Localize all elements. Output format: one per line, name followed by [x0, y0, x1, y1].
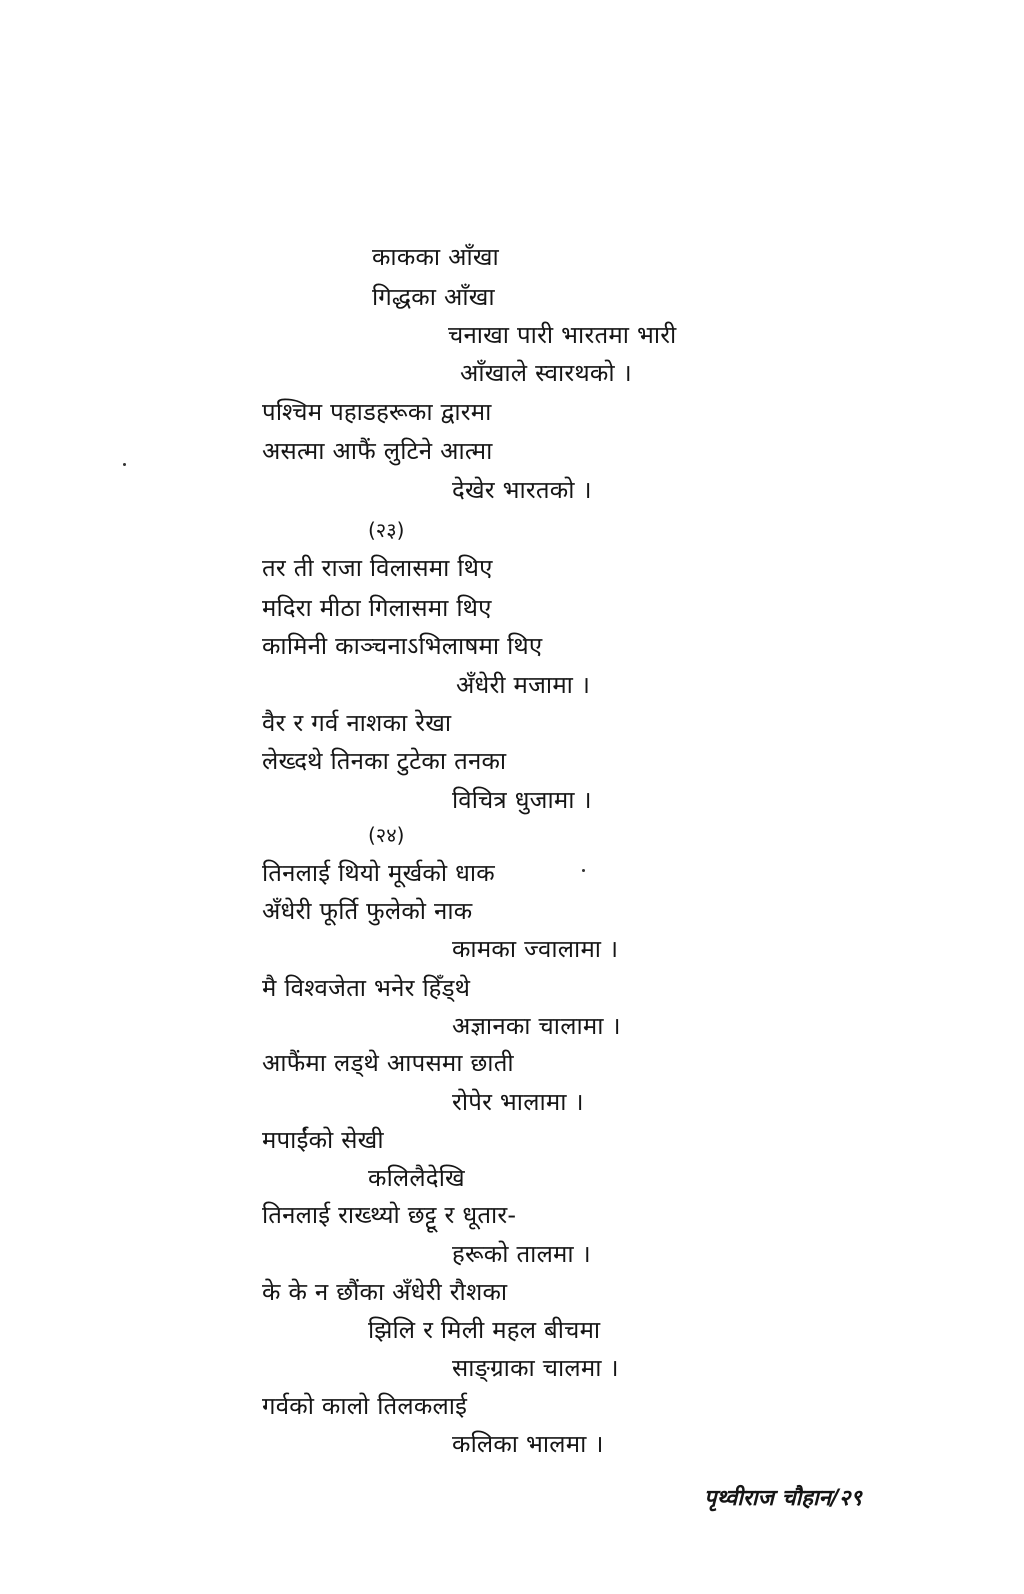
poem-line: मदिरा मीठा गिलासमा थिए — [262, 594, 492, 622]
running-footer: पृथ्वीराज चौहान/२९ — [704, 1486, 862, 1511]
poem-line: चनाखा पारी भारतमा भारी — [448, 321, 677, 349]
poem-line: के के न छौंका अँधेरी रौशका — [262, 1278, 508, 1306]
poem-line: रोपेर भालामा । — [452, 1088, 584, 1116]
poem-line: अँधेरी फूर्ति फुलेको नाक — [262, 897, 473, 925]
poem-line: देखेर भारतको । — [452, 476, 592, 504]
poem-line: कामका ज्वालामा । — [452, 935, 619, 963]
stanza-number: (२३) — [368, 518, 405, 542]
poem-line: काकका आँखा — [372, 243, 499, 271]
poem-line: तर ती राजा विलासमा थिए — [262, 554, 493, 582]
poem-line: अँधेरी मजामा । — [456, 671, 591, 699]
poem-line: साङ्ग्राका चालमा । — [452, 1354, 619, 1382]
scan-speck — [123, 463, 126, 466]
poem-line: लेख्दथे तिनका टुटेका तनका — [262, 747, 507, 775]
poem-line: झिलि र मिली महल बीचमा — [368, 1316, 601, 1344]
scan-speck — [582, 869, 585, 872]
poem-line: कामिनी काञ्चनाऽभिलाषमा थिए — [262, 632, 543, 660]
poem-line: वैर र गर्व नाशका रेखा — [262, 709, 452, 737]
poem-line: असत्मा आफैं लुटिने आत्मा — [262, 437, 493, 465]
poem-line: मै विश्वजेता भनेर हिँड्थे — [262, 974, 471, 1002]
poem-line: तिनलाई राख्थ्यो छट्टू र धूतार- — [262, 1201, 517, 1229]
poem-line: विचित्र धुजामा । — [452, 786, 592, 814]
stanza-number: (२४) — [368, 823, 405, 847]
poem-line: गर्वको कालो तिलकलाई — [262, 1392, 468, 1420]
poem-line: कलिका भालमा । — [452, 1430, 604, 1458]
poem-line: आँखाले स्वारथको । — [460, 359, 632, 387]
poem-line: गिद्धका आँखा — [372, 283, 495, 311]
poem-line: आफैंमा लड्थे आपसमा छाती — [262, 1049, 514, 1077]
poem-line: तिनलाई थियो मूर्खको धाक — [262, 859, 495, 887]
poem-line: पश्चिम पहाडहरूका द्वारमा — [262, 398, 492, 426]
poem-line: मपाईंको सेखी — [262, 1126, 384, 1154]
poem-line: अज्ञानका चालामा । — [452, 1012, 621, 1040]
poem-line: कलिलैदेखि — [368, 1164, 465, 1192]
poem-line: हरूको तालमा । — [452, 1240, 591, 1268]
